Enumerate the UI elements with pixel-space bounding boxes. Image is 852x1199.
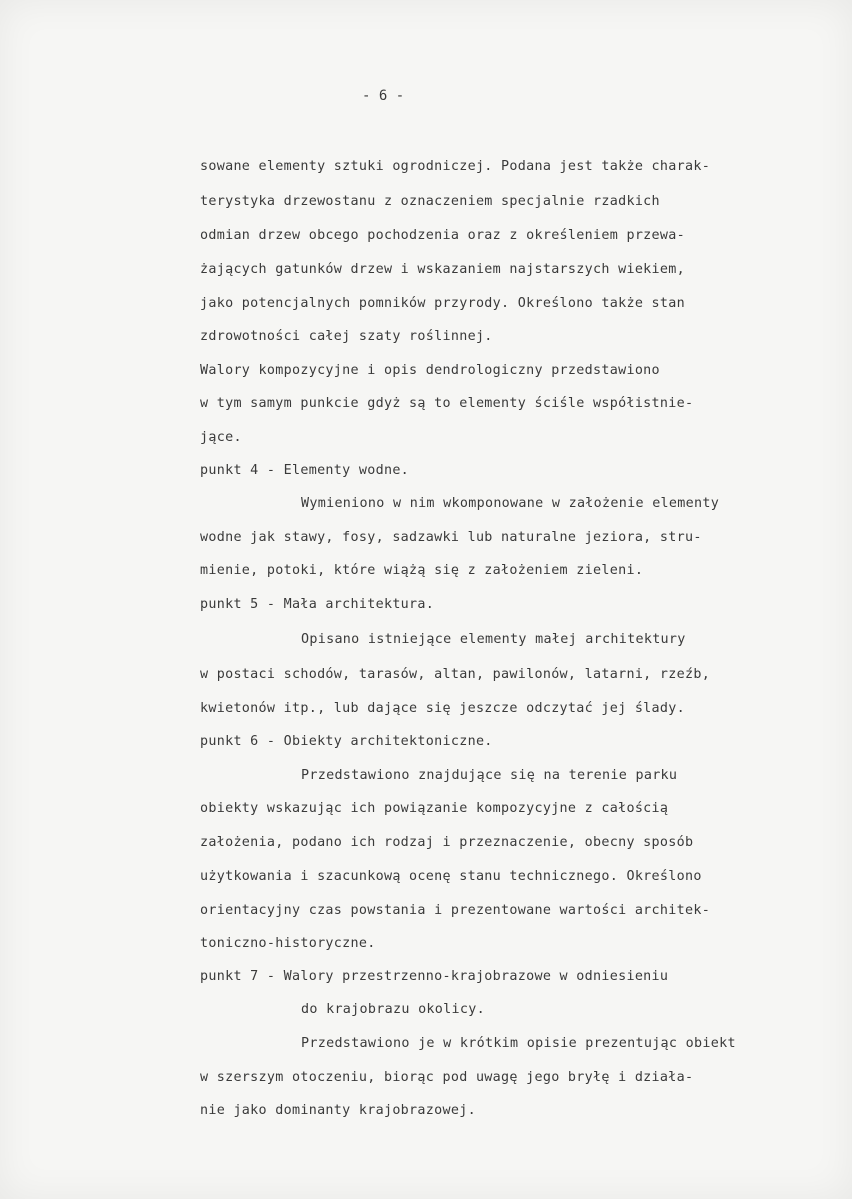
section-heading: punkt 5 - Mała architektura.: [200, 597, 435, 612]
text-line: orientacyjny czas powstania i prezentowane wartości architek-: [200, 903, 711, 918]
text-line: wodne jak stawy, fosy, sadzawki lub naturalne jeziora, stru-: [200, 530, 702, 545]
text-line: w tym samym punkcie gdyż są to elementy ściśle współistnie-: [200, 396, 694, 411]
section-heading: punkt 6 - Obiekty architektoniczne.: [200, 734, 493, 749]
page-number: - 6 -: [362, 88, 405, 104]
text-line: jące.: [200, 430, 242, 445]
text-line: do krajobrazu okolicy.: [301, 1002, 485, 1017]
text-line: żających gatunków drzew i wskazaniem najstarszych wiekiem,: [200, 262, 685, 277]
text-line: użytkowania i szacunkową ocenę stanu technicznego. Określono: [200, 869, 702, 884]
text-line: odmian drzew obcego pochodzenia oraz z określeniem przewa-: [200, 228, 685, 243]
text-line: Opisano istniejące elementy małej architektury: [301, 632, 686, 647]
text-line: toniczno-historyczne.: [200, 936, 376, 951]
text-line: kwietonów itp., lub dające się jeszcze odczytać jej ślady.: [200, 701, 685, 716]
text-line: jako potencjalnych pomników przyrody. Określono także stan: [200, 296, 685, 311]
text-line: zdrowotności całej szaty roślinnej.: [200, 329, 493, 344]
text-line: założenia, podano ich rodzaj i przeznaczenie, obecny sposób: [200, 835, 694, 850]
text-line: nie jako dominanty krajobrazowej.: [200, 1103, 476, 1118]
section-heading: punkt 7 - Walory przestrzenno-krajobrazowe w odniesieniu: [200, 969, 669, 984]
text-line: w postaci schodów, tarasów, altan, pawilonów, latarni, rzeźb,: [200, 667, 711, 682]
text-line: Przedstawiono je w krótkim opisie prezentując obiekt: [301, 1036, 736, 1051]
text-line: obiekty wskazując ich powiązanie kompozycyjne z całością: [200, 801, 669, 816]
text-line: w szerszym otoczeniu, biorąc pod uwagę jego bryłę i działa-: [200, 1070, 694, 1085]
text-line: mienie, potoki, które wiążą się z założeniem zieleni.: [200, 563, 644, 578]
text-line: Wymieniono w nim wkomponowane w założenie elementy: [301, 496, 720, 511]
text-line: Walory kompozycyjne i opis dendrologiczny przedstawiono: [200, 363, 660, 378]
text-line: sowane elementy sztuki ogrodniczej. Podana jest także charak-: [200, 159, 711, 174]
text-line: terystyka drzewostanu z oznaczeniem specjalnie rzadkich: [200, 194, 660, 209]
section-heading: punkt 4 - Elementy wodne.: [200, 463, 410, 478]
text-line: Przedstawiono znajdujące się na terenie parku: [301, 768, 678, 783]
